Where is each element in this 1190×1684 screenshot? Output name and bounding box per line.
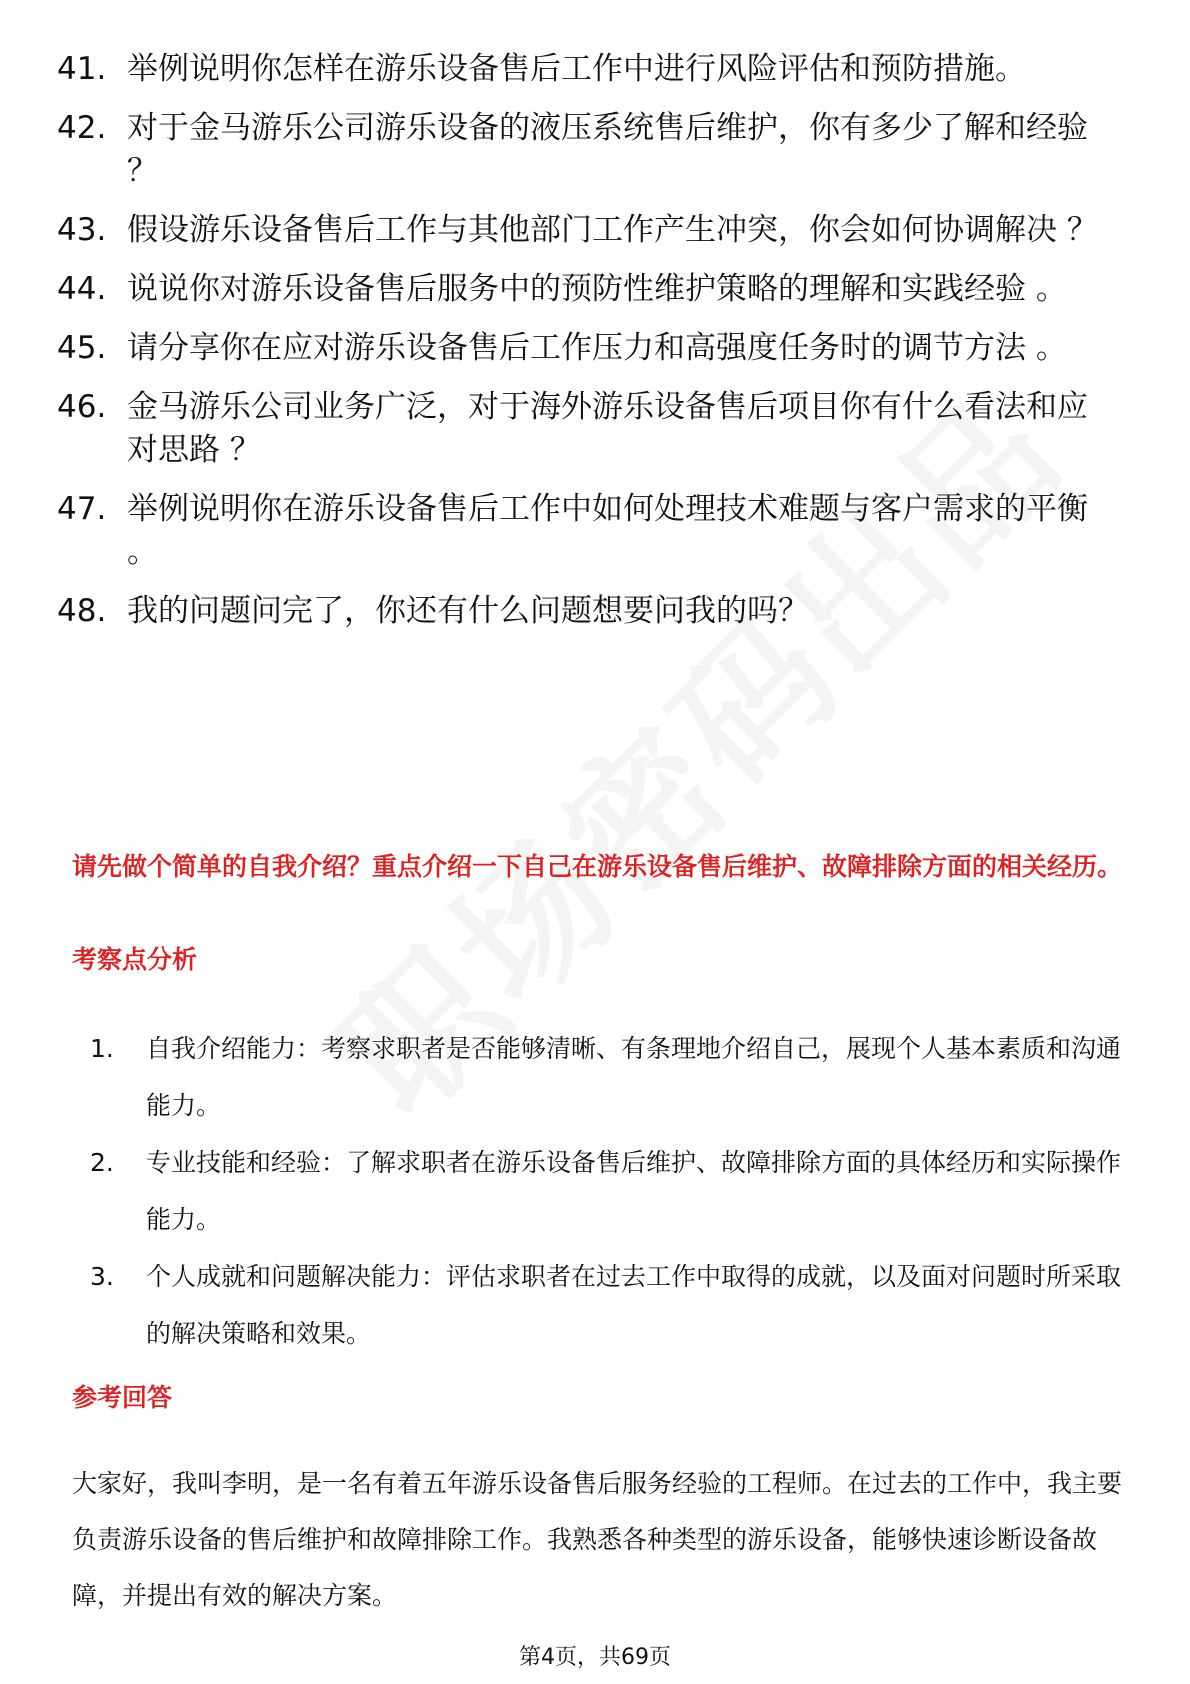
question-text: 金马游乐公司业务广泛，对于海外游乐设备售后项目你有什么看法和应对思路 ？ <box>127 389 1088 468</box>
question-item <box>57 590 1117 633</box>
question-text: 举例说明你在游乐设备售后工作中如何处理技术难题与客户需求的平衡 。 <box>127 491 1088 570</box>
reference-heading: 参考回答 <box>72 1383 173 1412</box>
question-text: 对于金马游乐公司游乐设备的液压系统售后维护，你有多少了解和经验 ？ <box>127 110 1088 189</box>
reference-answer: 大家好，我叫李明，是一名有着五年游乐设备售后服务经验的工程师。在过去的工作中，我主要负责游乐设备的售后维护和故障排除工作。我熟悉各种类型的游乐设备，能够快速诊断设备故障，并提出有效的解决方案。 <box>72 1469 1123 1610</box>
question-item <box>57 107 1117 193</box>
point-text: 个人成就和问题解决能力：评估求职者在过去工作中取得的成就，以及面对问题时所采取的解决策略和效果。 <box>146 1262 1122 1348</box>
question-number: 45. <box>57 330 107 366</box>
question-number: 41. <box>57 51 107 87</box>
question-text: 假设游乐设备售后工作与其他部门工作产生冲突，你会如何协调解决 ？ <box>127 212 1098 248</box>
analysis-point <box>72 1020 1122 1134</box>
question-item <box>57 386 1117 472</box>
analysis-points <box>72 1020 1122 1362</box>
analysis-heading: 考察点分析 <box>72 945 198 974</box>
analysis-point <box>72 1134 1122 1248</box>
question-text: 我的问题问完了，你还有什么问题想要问我的吗？ <box>127 593 809 629</box>
page-footer: 第4页，共69页 <box>519 1645 671 1670</box>
question-item <box>57 488 1117 574</box>
question-text: 说说你对游乐设备售后服务中的预防性维护策略的理解和实践经验 。 <box>127 271 1067 307</box>
question-item <box>57 209 1117 252</box>
point-number: 1. <box>90 1034 114 1063</box>
question-number: 47. <box>57 491 107 527</box>
featured-question: 请先做个简单的自我介绍？重点介绍一下自己在游乐设备售后维护、故障排除方面的相关经历。 <box>72 852 1123 881</box>
question-text: 举例说明你怎样在游乐设备售后工作中进行风险评估和预防措施。 <box>127 51 1026 87</box>
question-number: 42. <box>57 110 107 146</box>
question-item <box>57 48 1117 91</box>
question-text: 请分享你在应对游乐设备售后工作压力和高强度任务时的调节方法 。 <box>127 330 1067 366</box>
question-number: 44. <box>57 271 107 307</box>
question-item <box>57 268 1117 311</box>
question-item <box>57 327 1117 370</box>
point-number: 3. <box>90 1262 114 1291</box>
question-number: 43. <box>57 212 107 248</box>
point-text: 专业技能和经验：了解求职者在游乐设备售后维护、故障排除方面的具体经历和实际操作能力。 <box>146 1148 1122 1234</box>
analysis-point <box>72 1248 1122 1362</box>
point-text: 自我介绍能力：考察求职者是否能够清晰、有条理地介绍自己，展现个人基本素质和沟通能力。 <box>146 1034 1122 1120</box>
question-number: 46. <box>57 389 107 425</box>
question-number: 48. <box>57 593 107 629</box>
question-list <box>57 48 1117 649</box>
point-number: 2. <box>90 1148 114 1177</box>
